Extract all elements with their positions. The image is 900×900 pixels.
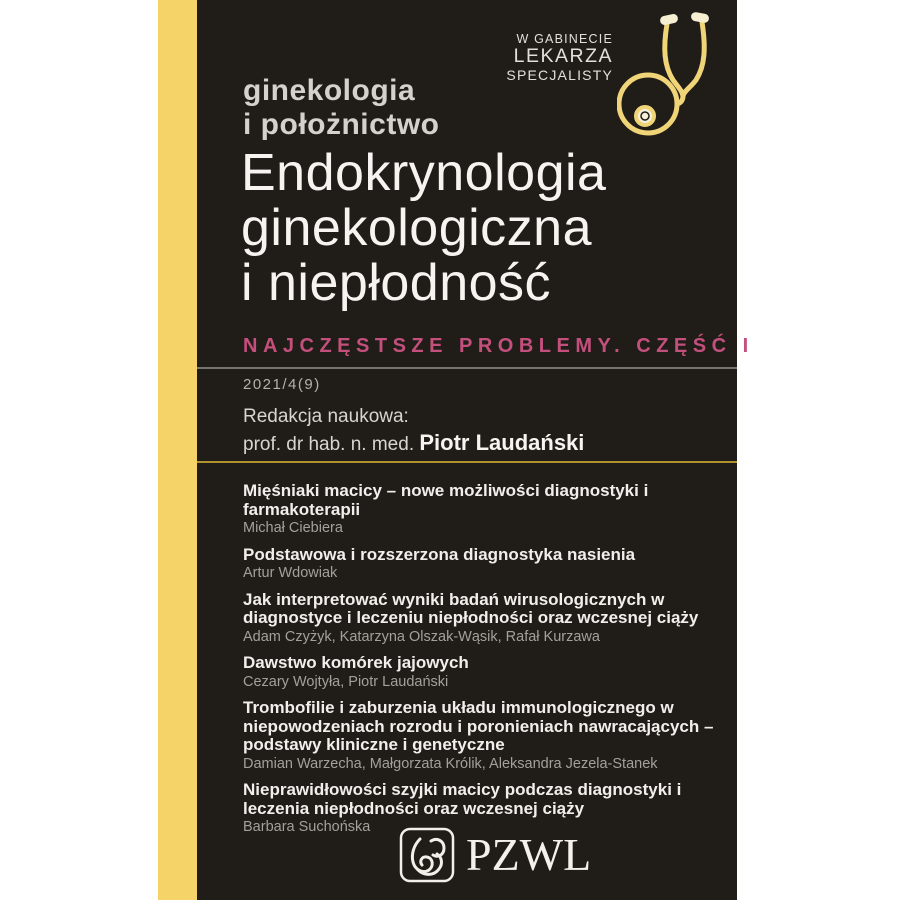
- article-title: Mięśniaki macicy – nowe możliwości diagnostyki i farmakoterapii: [243, 481, 649, 519]
- article-item: [243, 654, 743, 691]
- article-authors: Michał Ciebiera: [243, 520, 343, 536]
- article-authors: Barbara Suchońska: [243, 819, 371, 835]
- editor-name: Piotr Laudański: [419, 430, 585, 455]
- series-line3: SPECJALISTY: [506, 66, 613, 83]
- divider-gray: [197, 367, 737, 369]
- article-title: Nieprawidłowości szyjki macicy podczas diagnostyki i leczenia niepłodności oraz wczesnej ciąży: [243, 780, 682, 818]
- pzwl-monogram-icon: [398, 826, 456, 884]
- series-line2: LEKARZA: [513, 45, 613, 67]
- journal-line1: ginekologia: [243, 74, 416, 107]
- series-line1: W GABINECIE: [516, 32, 613, 46]
- spine-accent-stripe: [158, 0, 197, 900]
- publisher-name: PZWL: [466, 829, 592, 880]
- journal-line2: i położnictwo: [243, 108, 440, 141]
- article-title: Podstawowa i rozszerzona diagnostyka nasienia: [243, 544, 636, 564]
- book-subtitle: NAJCZĘSTSZE PROBLEMY. CZĘŚĆ I: [243, 335, 754, 357]
- editor-label: Redakcja naukowa:: [243, 406, 409, 427]
- divider-gold: [197, 461, 737, 463]
- article-title: Dawstwo komórek jajowych: [243, 653, 469, 672]
- cover: [197, 0, 754, 900]
- article-authors: Damian Warzecha, Małgorzata Królik, Aleksandra Jezela-Stanek: [243, 755, 658, 772]
- editor-line: [243, 430, 584, 458]
- article-item: [243, 546, 743, 583]
- series-badge: [506, 6, 721, 138]
- article-item: [243, 591, 743, 646]
- publisher-logo: [398, 826, 591, 884]
- journal-title: [243, 74, 439, 142]
- title-line2: ginekologiczna: [241, 199, 593, 257]
- series-title: [506, 32, 613, 84]
- articles-list: [243, 482, 743, 845]
- article-title: Trombofilie i zaburzenia układu immunologicznego w niepowodzeniach rozrodu i poronieniach nawracających – podstawy kliniczne i genetyczne: [243, 698, 714, 754]
- article-authors: Artur Wdowiak: [243, 565, 338, 581]
- article-authors: Adam Czyżyk, Katarzyna Olszak-Wąsik, Rafał Kurzawa: [243, 628, 600, 645]
- editor-degrees: prof. dr hab. n. med.: [243, 434, 415, 455]
- article-item: [243, 699, 743, 773]
- article-authors: Cezary Wojtyła, Piotr Laudański: [243, 673, 449, 690]
- book-title: [241, 146, 606, 311]
- title-line3: i niepłodność: [241, 254, 552, 312]
- article-title: Jak interpretować wyniki badań wirusologicznych w diagnostyce i leczeniu niepłodności oraz wczesnej ciąży: [243, 589, 699, 627]
- title-line1: Endokrynologia: [241, 144, 607, 202]
- article-item: [243, 482, 743, 537]
- editor-block: [243, 404, 584, 458]
- issue-number: 2021/4(9): [243, 376, 321, 393]
- stethoscope-icon: [617, 6, 721, 138]
